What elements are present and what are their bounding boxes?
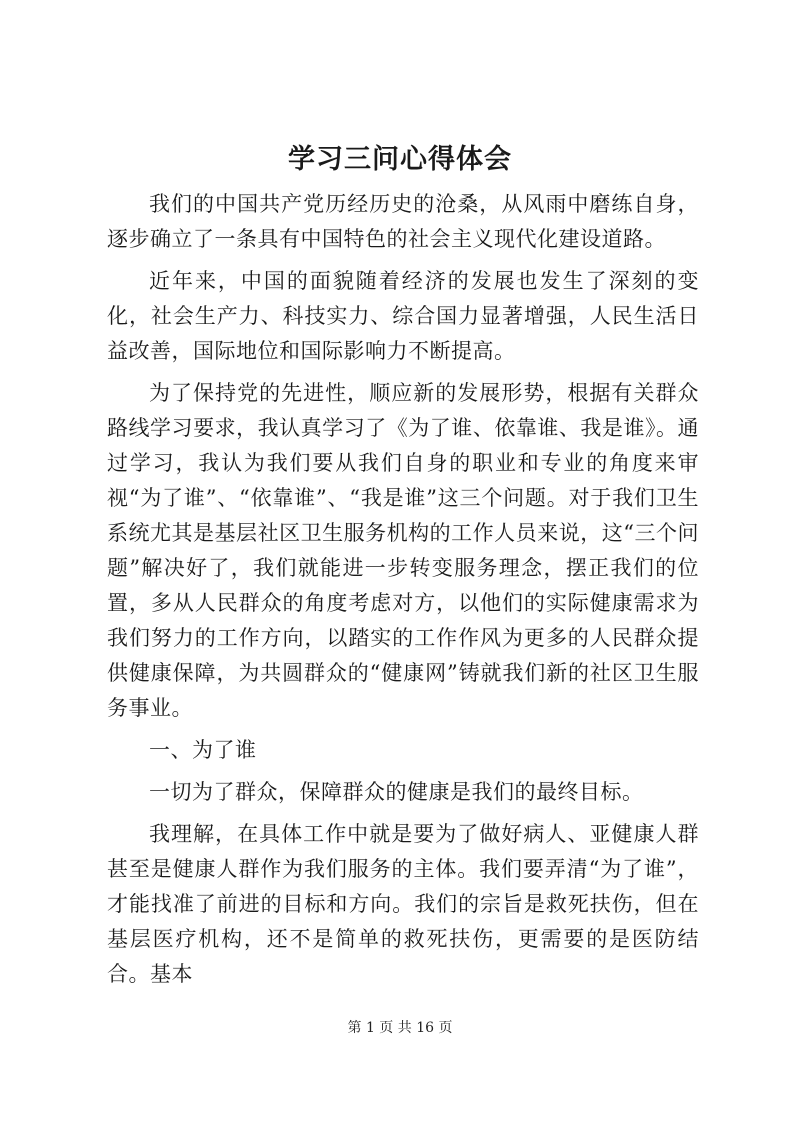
section-heading: 一、为了谁 (149, 738, 257, 762)
page-footer: 第 1 页 共 16 页 (347, 1020, 453, 1036)
document-body (107, 187, 699, 992)
paragraph: 为了保持党的先进性，顺应新的发展形势，根据有关群众路线学习要求，我认真学习了《为了谁、依靠谁、我是谁》。通过学习，我认为我们要从我们自身的职业和专业的角度来审视“为了谁”、“依靠谁”、“我是谁”这三个问题。对于我们卫生系统尤其是基层社区卫生服务机构的工作人员来说，这“三个问题”解决好了，我们就能进一步转变服务理念，摆正我们的位置，多从人民群众的角度考虑对方，以他们的实际健康需求为我们努力的工作方向，以踏实的工作作风为更多的人民群众提供健康保障，为共圆群众的“健康网”铸就我们新的社区卫生服务事业。 (107, 381, 699, 720)
paragraph: 我理解，在具体工作中就是要为了做好病人、亚健康人群甚至是健康人群作为我们服务的主体。我们要弄清“为了谁”，才能找准了前进的目标和方向。我们的宗旨是救死扶伤，但在基层医疗机构，还不是简单的救死扶伤，更需要的是医防结合。基本 (107, 822, 699, 986)
paragraph: 近年来，中国的面貌随着经济的发展也发生了深刻的变化，社会生产力、科技实力、综合国力显著增强，人民生活日益改善，国际地位和国际影响力不断提高。 (107, 269, 699, 363)
document-title: 学习三问心得体会 (288, 144, 512, 175)
paragraph: 一切为了群众，保障群众的健康是我们的最终目标。 (149, 780, 644, 804)
paragraph: 我们的中国共产党历经历史的沧桑，从风雨中磨练自身，逐步确立了一条具有中国特色的社会主义现代化建设道路。 (107, 192, 699, 251)
